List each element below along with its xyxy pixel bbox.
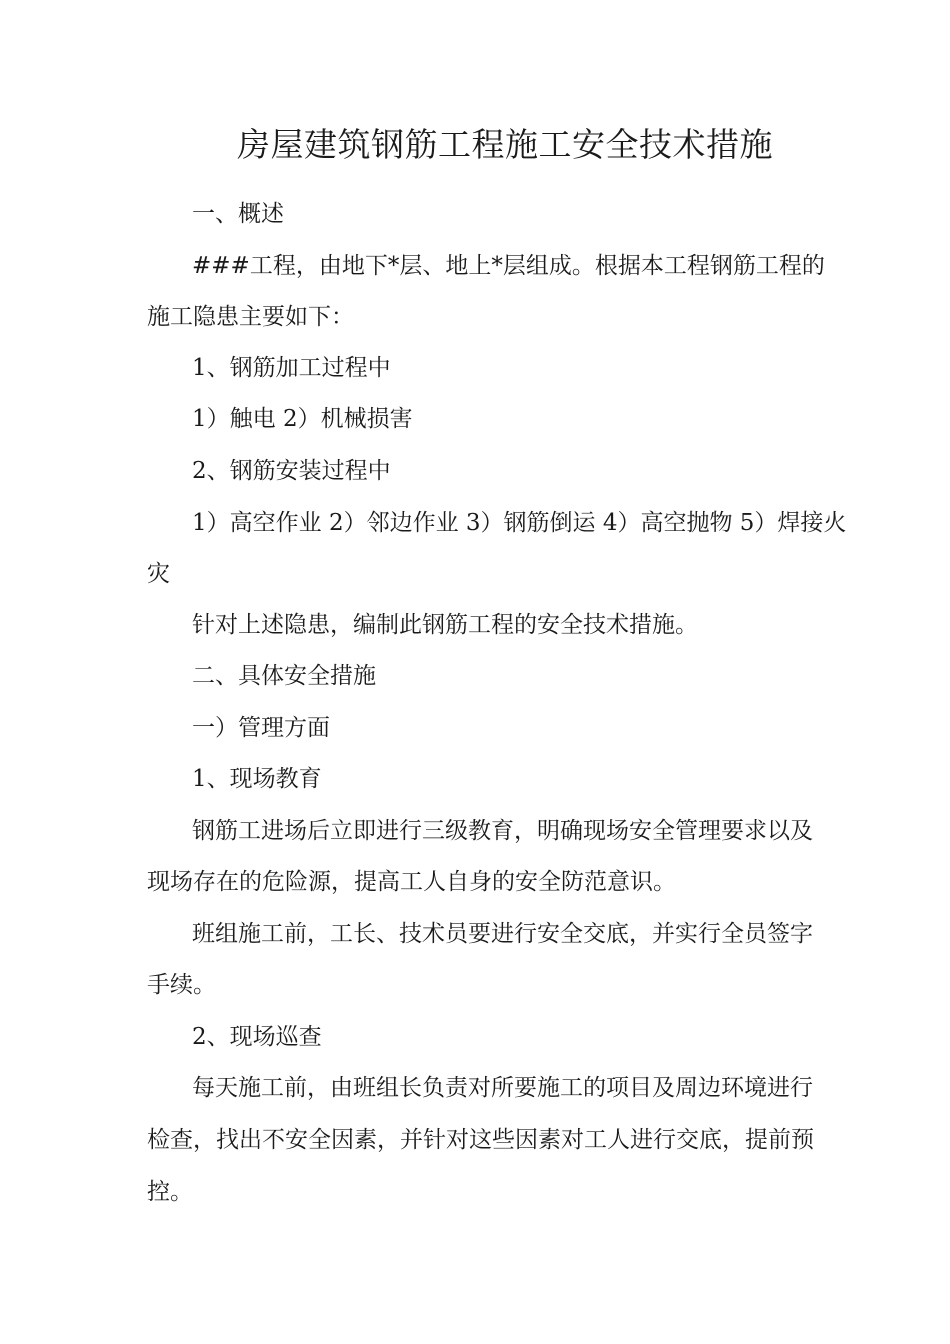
list-heading: 1、现场教育 [192,766,322,792]
paragraph-line: 钢筋工进场后立即进行三级教育，明确现场安全管理要求以及 [192,818,813,844]
paragraph-line: 班组施工前，工长、技术员要进行安全交底，并实行全员签字 [192,921,813,947]
paragraph-line: 施工隐患主要如下： [147,304,354,330]
document-title: 房屋建筑钢筋工程施工安全技术措施 [237,125,773,164]
list-heading: 2、钢筋安装过程中 [192,458,391,484]
paragraph-line: ###工程，由地下*层、地上*层组成。根据本工程钢筋工程的 [192,253,825,279]
list-item: 1）触电 2）机械损害 [192,406,413,432]
list-heading: 2、现场巡查 [192,1024,322,1050]
paragraph-line: 控。 [147,1179,193,1205]
paragraph-line: 现场存在的危险源，提高工人自身的安全防范意识。 [147,869,676,895]
section-heading-overview: 一、概述 [192,201,284,227]
paragraph-line: 手续。 [147,972,216,998]
section-heading-measures: 二、具体安全措施 [192,663,376,689]
list-item: 1）高空作业 2）邻边作业 3）钢筋倒运 4）高空抛物 5）焊接火 [192,510,847,536]
paragraph-line: 检查，找出不安全因素，并针对这些因素对工人进行交底，提前预 [147,1127,814,1153]
list-item: 灾 [147,561,170,587]
paragraph-line: 每天施工前，由班组长负责对所要施工的项目及周边环境进行 [192,1075,813,1101]
paragraph-line: 针对上述隐患，编制此钢筋工程的安全技术措施。 [192,612,698,638]
subsection-heading: 一）管理方面 [192,715,330,741]
list-heading: 1、钢筋加工过程中 [192,355,391,381]
